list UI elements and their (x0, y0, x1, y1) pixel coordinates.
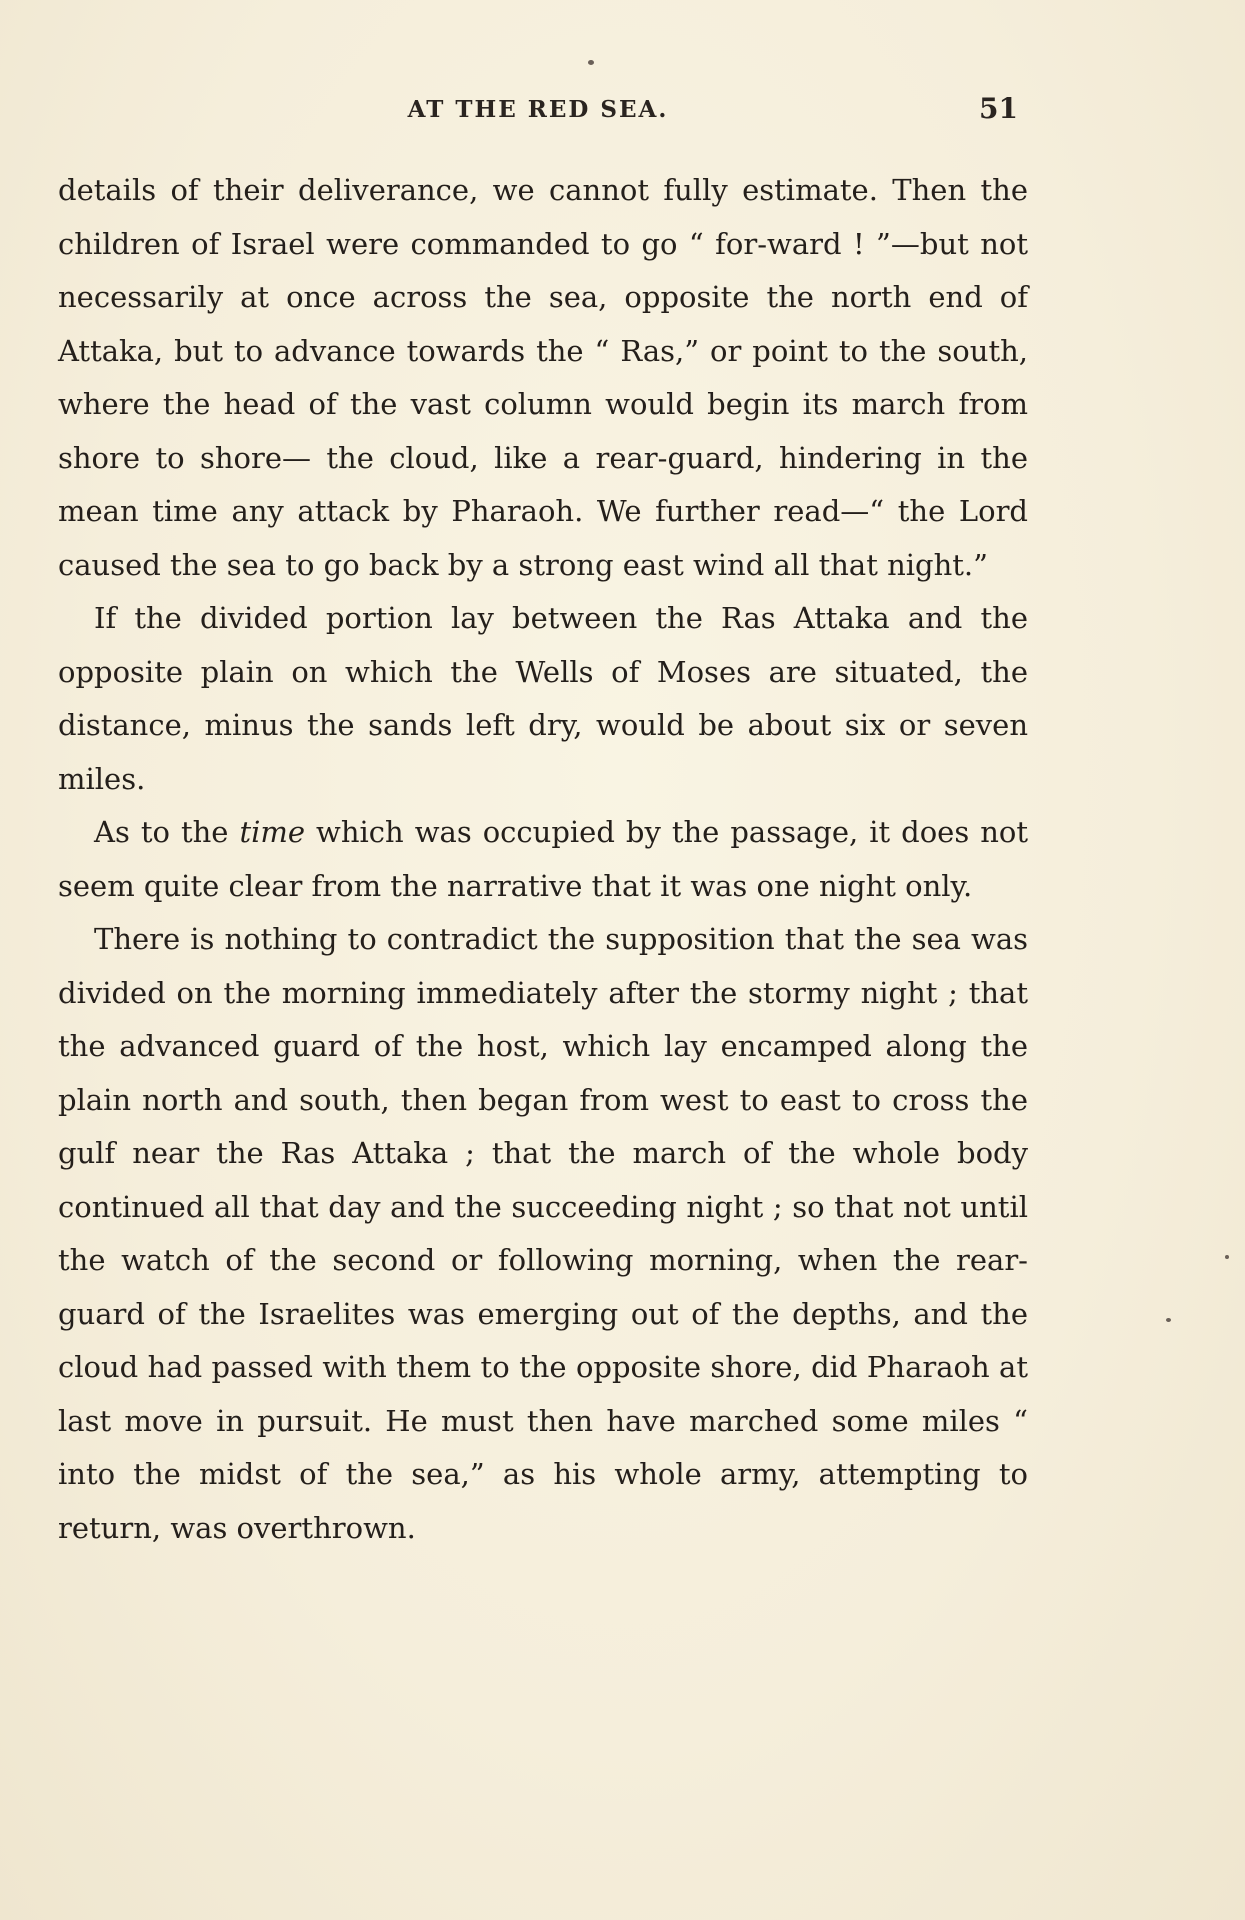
running-head: AT THE RED SEA. (407, 96, 669, 123)
paragraph-3 (58, 806, 1028, 913)
paragraph-3-start: As to the (94, 815, 240, 849)
ink-speck (1225, 1255, 1229, 1259)
page-number: 51 (979, 92, 1018, 125)
paragraph-1: details of their deliverance, we cannot fully estimate. Then the children of Israel were commanded to go “ for-ward ! ”—but not necessarily at once across the sea, opposite the north end of Attaka, but to advance towards the “ Ras,” or point to the south, where the head of the vast column would begin its march from shore to shore— the cloud, like a rear-guard, hindering in the mean time any attack by Pharaoh. We further read—“ the Lord caused the sea to go back by a strong east wind all that night.” (58, 173, 1028, 582)
ink-speck (588, 60, 594, 65)
paragraph-2: If the divided portion lay between the Ras Attaka and the opposite plain on which the Wells of Moses are situated, the distance, minus the sands left dry, would be about six or seven miles. (58, 601, 1028, 796)
emphasized-word: time (239, 815, 306, 849)
ink-speck (1166, 1318, 1171, 1322)
page-header (58, 92, 1018, 132)
paragraph-3-end: which was occupied by the passage, it does not seem quite clear from the narrative that it was one night only. (58, 815, 1028, 903)
body-text (58, 164, 1028, 1555)
paragraph-4: There is nothing to contradict the supposition that the sea was divided on the morning immediately after the stormy night ; that the advanced guard of the host, which lay encamped along the plain north and south, then began from west to east to cross the gulf near the Ras Attaka ; that the march of the whole body continued all that day and the succeeding night ; so that not until the watch of the second or following morning, when the rear-guard of the Israelites was emerging out of the depths, and the cloud had passed with them to the opposite shore, did Pharaoh at last move in pursuit. He must then have marched some miles “ into the midst of the sea,” as his whole army, attempting to return, was overthrown. (58, 922, 1028, 1545)
